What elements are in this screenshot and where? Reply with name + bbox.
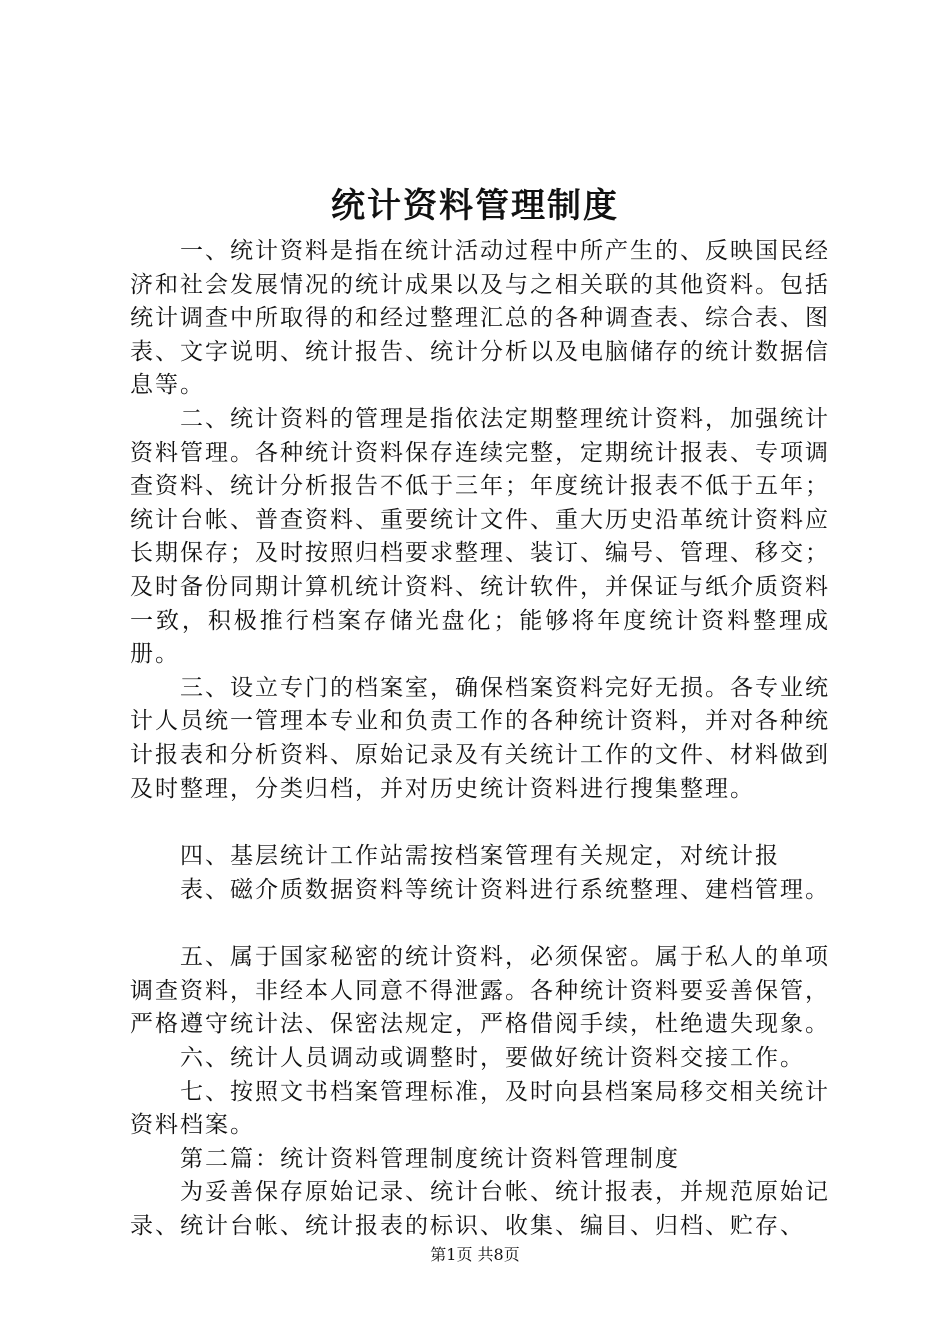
paragraph-7: 七、按照文书档案管理标准，及时向县档案局移交相关统计资料档案。	[130, 1078, 830, 1139]
paragraph-4	[130, 840, 830, 907]
paragraph-6: 六、统计人员调动或调整时，要做好统计资料交接工作。	[180, 1045, 805, 1072]
paragraph-2: 二、统计资料的管理是指依法定期整理统计资料，加强统计资料管理。各种统计资料保存连续完整，定期统计报表、专项调查资料、统计分析报告不低于三年；年度统计报表不低于五年；统计台帐、普查资料、重要统计文件、重大历史沿革统计资料应长期保存；及时按照归档要求整理、装订、编号、管理、移交；及时备份同期计算机统计资料、统计软件，并保证与纸介质资料一致，积极推行档案存储光盘化；能够将年度统计资料整理成册。	[130, 405, 830, 668]
paragraph-8: 第二篇：统计资料管理制度统计资料管理制度	[180, 1145, 680, 1172]
paragraph-5: 五、属于国家秘密的统计资料，必须保密。属于私人的单项调查资料，非经本人同意不得泄露。各种统计资料要妥善保管，严格遵守统计法、保密法规定，严格借阅手续，杜绝遗失现象。	[130, 944, 830, 1038]
page-footer: 第1页 共8页	[430, 1245, 520, 1264]
document-body	[130, 235, 830, 1244]
paragraph-4-line-1: 四、基层统计工作站需按档案管理有关规定，对统计报	[180, 843, 780, 870]
paragraph-3: 三、设立专门的档案室，确保档案资料完好无损。各专业统计人员统一管理本专业和负责工作的各种统计资料，并对各种统计报表和分析资料、原始记录及有关统计工作的文件、材料做到及时整理，分类归档，并对历史统计资料进行搜集整理。	[130, 674, 830, 802]
paragraph-1: 一、统计资料是指在统计活动过程中所产生的、反映国民经济和社会发展情况的统计成果以及与之相关联的其他资料。包括统计调查中所取得的和经过整理汇总的各种调查表、综合表、图表、文字说明、统计报告、统计分析以及电脑储存的统计数据信息等。	[130, 238, 830, 399]
paragraph-9: 为妥善保存原始记录、统计台帐、统计报表，并规范原始记录、统计台帐、统计报表的标识、收集、编目、归档、贮存、	[130, 1179, 830, 1240]
page-title: 统计资料管理制度	[331, 186, 619, 226]
paragraph-4-line-2: 表、磁介质数据资料等统计资料进行系统整理、建档管理。	[180, 876, 830, 903]
